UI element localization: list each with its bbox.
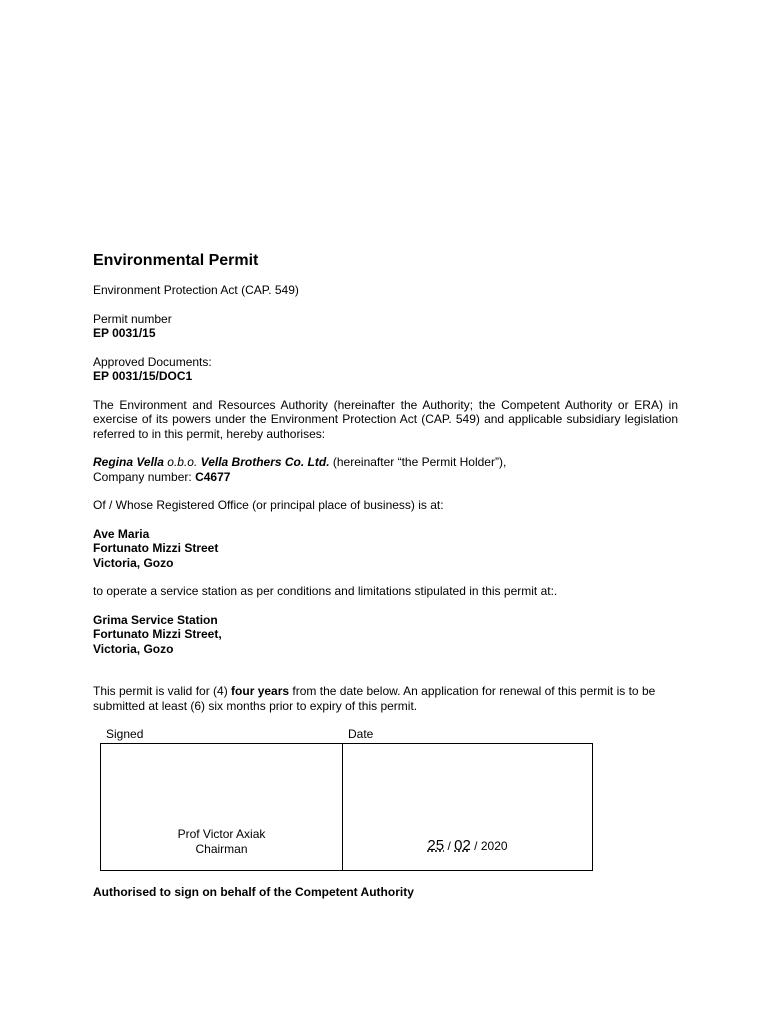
holder-obo: o.b.o. xyxy=(167,455,198,469)
signer-role: Chairman xyxy=(195,841,248,856)
act-reference: Environment Protection Act (CAP. 549) xyxy=(93,283,299,297)
site-address-line: Fortunato Mizzi Street, xyxy=(93,627,222,641)
signer-block xyxy=(101,827,342,856)
page-title: Environmental Permit xyxy=(93,252,259,269)
holder-company: Vella Brothers Co. Ltd. xyxy=(200,455,330,469)
date-day: 25 xyxy=(427,837,445,854)
signature-labels xyxy=(93,727,678,743)
date-year: 2020 xyxy=(480,839,508,853)
validity-pre: This permit is valid for (4) xyxy=(93,684,228,698)
permit-page xyxy=(93,252,678,900)
signature-table xyxy=(100,743,593,871)
site-address-line: Victoria, Gozo xyxy=(93,641,174,656)
office-address-line: Victoria, Gozo xyxy=(93,555,174,570)
validity-paragraph xyxy=(93,684,678,713)
date-cell xyxy=(343,839,592,854)
company-number-label: Company number: xyxy=(93,469,192,484)
date-sep: / xyxy=(474,839,478,853)
holder-line xyxy=(93,455,678,470)
company-number-line xyxy=(93,470,678,485)
signer-name: Prof Victor Axiak xyxy=(177,827,266,841)
office-address-line: Fortunato Mizzi Street xyxy=(93,541,219,555)
operate-text: to operate a service station as per conditions and limitations stipulated in this permit at:. xyxy=(93,584,558,598)
footer-authorised: Authorised to sign on behalf of the Competent Authority xyxy=(93,885,414,899)
site-address-line: Grima Service Station xyxy=(93,612,218,627)
approved-documents-label: Approved Documents: xyxy=(93,354,212,369)
permit-number: EP 0031/15 xyxy=(93,326,156,340)
office-text: Of / Whose Registered Office (or principal place of business) is at: xyxy=(93,498,444,512)
office-address-line: Ave Maria xyxy=(93,526,150,541)
permit-number-label: Permit number xyxy=(93,311,172,326)
holder-name: Regina Vella xyxy=(93,455,164,469)
intro-paragraph: The Environment and Resources Authority (hereinafter the Authority; the Competent Authority or ERA) in exercise of its powers under the Environment Protection Act (CAP. 549) and applicable subsidiary legislation referred to in this permit, hereby authorises: xyxy=(93,397,678,441)
signed-label: Signed xyxy=(106,727,144,741)
validity-post: from the date below. An application for renewal of this permit is to be submitted at least (6) six months prior to expiry of this permit. xyxy=(93,684,656,713)
holder-after: (hereinafter “the Permit Holder”), xyxy=(332,455,507,469)
company-number: C4677 xyxy=(195,469,231,484)
date-label: Date xyxy=(348,727,374,741)
approved-documents-ref: EP 0031/15/DOC1 xyxy=(93,369,193,383)
validity-bold: four years xyxy=(231,684,290,698)
date-sep: / xyxy=(447,839,451,853)
date-month: 02 xyxy=(454,837,471,854)
